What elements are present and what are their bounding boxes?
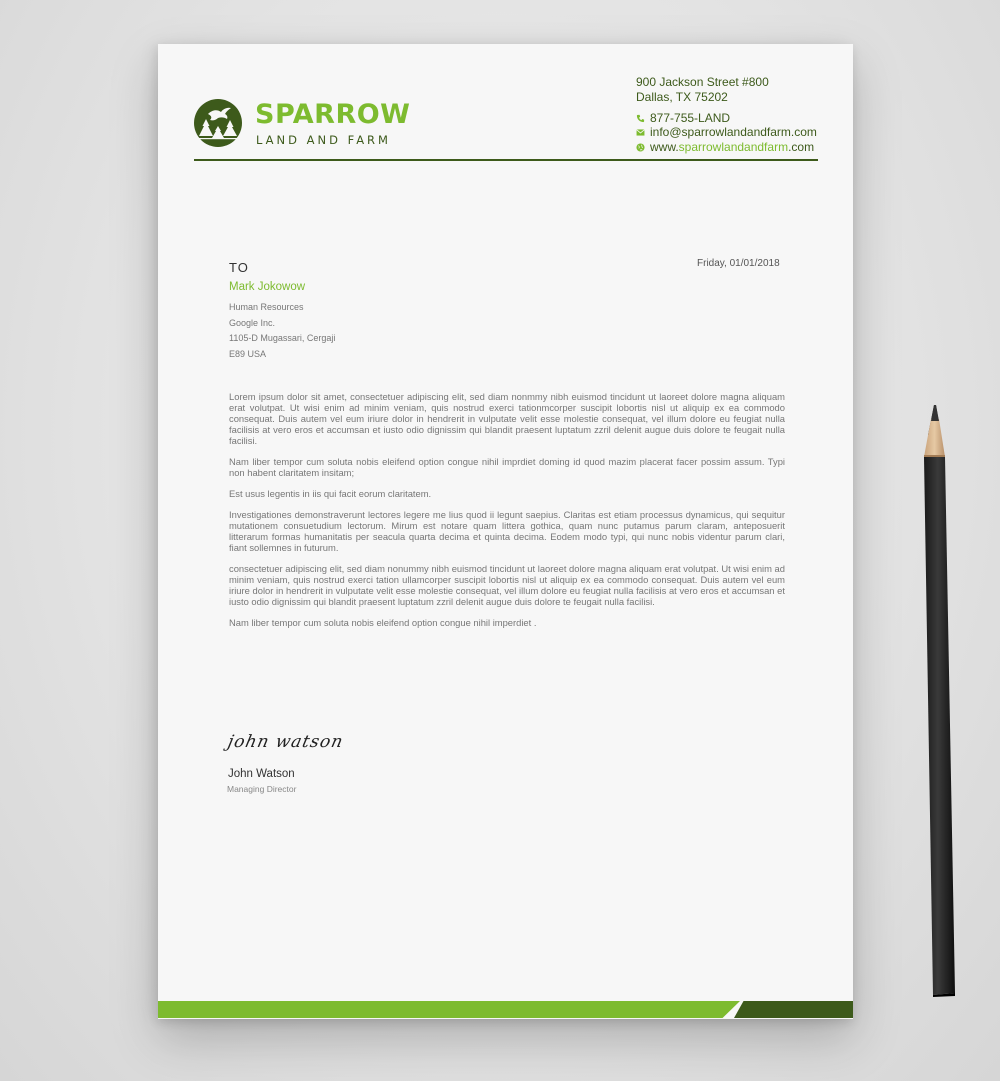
footer-bar-dark xyxy=(734,1001,853,1018)
address-line-2: Dallas, TX 75202 xyxy=(636,90,728,104)
to-label: TO xyxy=(229,260,249,275)
sparrow-forest-icon xyxy=(193,98,243,148)
body-paragraph: consectetuer adipiscing elit, sed diam nonummy nibh euismod tincidunt ut laoreet dolore magna aliquam erat volutpat. Ut wisi enim ad minim veniam, quis nostrud exerci tation ullamcorper suscipit lobortis nisl ut aliquip ex ea commodo consequat. Duis autem vel eum iriure dolor in hendrerit in vulputate velit esse molestie consequat, vel illum dolore eu feugiat nulla facilisis at vero eros et accumsan et iusto odio dignissim qui blandit praesent luptatum zzril delenit augue duis dolore te feugait nulla facilisi. xyxy=(229,563,785,607)
signer-name: John Watson xyxy=(228,768,295,780)
body-paragraph: Nam liber tempor cum soluta nobis eleifend option congue nihil imperdiet . xyxy=(229,617,537,628)
contact-phone xyxy=(636,111,817,126)
brand-logo xyxy=(193,98,433,150)
contact-block xyxy=(636,75,817,155)
address-line-1: 900 Jackson Street #800 xyxy=(636,75,769,89)
brand-name: SPARROW xyxy=(255,99,411,130)
website-prefix: www. xyxy=(650,139,679,154)
recipient-address xyxy=(229,300,335,362)
phone-icon xyxy=(636,114,650,123)
body-paragraph: Lorem ipsum dolor sit amet, consectetuer adipiscing elit, sed diam nonmmy nibh euismod tincidunt ut laoreet dolore magna aliquam erat volutpat. Ut wisi enim ad minim veniam, quis nostrud exerci tationmcorper suscipit lobortis nisl ut aliquip ex ea commodo consequat. Duis autem vel eum iriure dolor in hendrerit in vulputate velit esse molestie consequat, vel illum dolore eu feugiat nulla facilisis at vero eros et accumsan et iusto odio dignissim qui blandit praesent luptatum zzril delenit augue duis dolore te feugait nulla facilisi. xyxy=(229,391,785,446)
globe-icon xyxy=(636,143,650,152)
recipient-name: Mark Jokowow xyxy=(229,281,306,293)
body-paragraph: Nam liber tempor cum soluta nobis eleifend option congue nihil imprdiet doming id quod mazim placerat facer possim assum. Typi non habent claritatem insitam; xyxy=(229,456,785,478)
website-link[interactable] xyxy=(650,140,814,155)
body-paragraph: Investigationes demonstraverunt lectores legere me lius quod ii legunt saepius. Claritas est etiam processus dynamicus, qui sequitur mutationem consuetudium lectorum. Mirum est notare quam littera gothica, quam nunc putamus parum claram, anteposuerit litterarum formas humanitatis per seacula quarta decima et quinta decima. Eodem modo typi, qui nunc nobis videntur parum clari, fiant sollemnes in futurum. xyxy=(229,509,785,553)
letter-date: Friday, 01/01/2018 xyxy=(697,258,780,269)
website-domain: sparrowlandandfarm xyxy=(678,139,789,154)
pencil-prop xyxy=(915,405,955,997)
recipient-line: Google Inc. xyxy=(229,317,276,328)
header-divider xyxy=(194,159,818,161)
body-paragraph: Est usus legentis in iis qui facit eorum claritatem. xyxy=(229,488,432,499)
footer-bar-green xyxy=(158,1001,740,1018)
phone-number[interactable]: 877-755-LAND xyxy=(650,110,731,125)
recipient-line: 1105-D Mugassari, Cergaji xyxy=(229,333,336,343)
brand-tagline: LAND AND FARM xyxy=(256,133,391,147)
email-address[interactable]: info@sparrowlandandfarm.com xyxy=(650,125,817,140)
handwritten-signature: john watson xyxy=(225,732,346,752)
recipient-line: E89 USA xyxy=(229,348,267,359)
letterhead-paper xyxy=(158,44,853,1019)
signer-title: Managing Director xyxy=(227,784,297,794)
contact-email xyxy=(636,126,817,141)
address xyxy=(636,75,817,105)
email-icon xyxy=(636,129,650,136)
contact-website xyxy=(636,140,817,155)
letter-body xyxy=(229,391,785,638)
recipient-line: Human Resources xyxy=(229,302,304,312)
website-suffix: .com xyxy=(788,139,815,154)
